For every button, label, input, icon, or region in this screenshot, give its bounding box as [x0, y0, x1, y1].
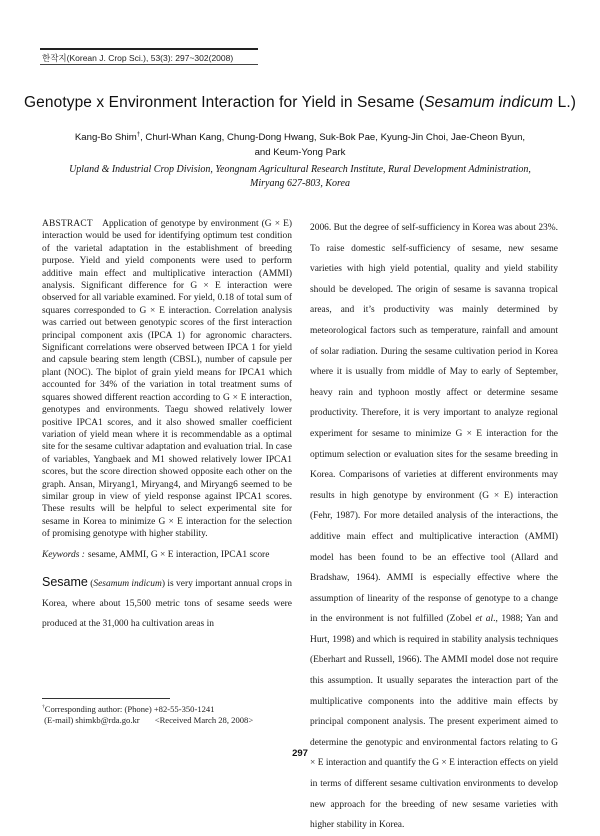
footnote-rule	[42, 698, 170, 699]
affiliation-line2: Miryang 627-803, Korea	[250, 178, 350, 189]
et-al: et al	[475, 614, 494, 625]
corresponding-mark: †	[136, 132, 141, 138]
intro-paragraph-left: Sesame (Sesamum indicum) is very important annual crops in Korea, where about 15,500 metric tons of sesame seeds were produced at the 31,000 ha cultivation areas in	[42, 574, 292, 629]
author-line2: and Keum-Yong Park	[254, 147, 346, 159]
right-column	[310, 218, 558, 836]
affiliation-line1: Upland & Industrial Crop Division, Yeongnam Agricultural Research Institute, Rural Development Administration,	[69, 164, 531, 175]
journal-reference: 한작지(Korean J. Crop Sci.), 53(3): 297~302(2008)	[42, 53, 234, 63]
page-number: 297	[292, 748, 308, 759]
keywords	[42, 549, 292, 562]
left-column	[42, 218, 292, 634]
intro-left-text: ) is very important annual crops in Korea, where about 15,500 metric tons of sesame seeds were produced at the 31,000 ha cultivation areas in	[42, 578, 292, 629]
header-rule-bottom	[40, 64, 258, 65]
keywords-text: sesame, AMMI, G × E interaction, IPCA1 score	[87, 549, 270, 560]
title-species: Sesamum indicum	[424, 94, 554, 111]
keywords-label: Keywords :	[42, 549, 85, 560]
author-line1-rest: , Churl-Whan Kang, Chung-Dong Hwang, Suk-Bok Pae, Kyung-Jin Choi, Jae-Cheon Byun,	[140, 132, 526, 144]
footnote	[42, 702, 302, 727]
footnote-mark: †	[42, 704, 45, 710]
intro-lead-word: Sesame	[42, 574, 88, 589]
title-tail: L.)	[553, 94, 576, 111]
header-rule-top	[40, 48, 258, 50]
footnote-line1: †Corresponding author: (Phone) +82-55-350-1241	[42, 703, 215, 714]
affiliation	[60, 163, 540, 191]
title-main: Genotype x Environment Interaction for Yield in Sesame (	[24, 94, 425, 111]
author-list	[50, 128, 550, 160]
intro-species: Sesamum indicum	[93, 578, 162, 589]
intro-paragraph-right: 2006. But the degree of self-sufficiency in Korea was about 23%. To raise domestic self-sufficiency of sesame, new sesame varieties with high yield potential, quality and yield stability should be developed. The origin of sesame is savanna tropical areas, and it’s productivity was mainly determined by meteorological factors such as temperature, rainfall and amount of solar radiation. During the sesame cultivation period in Korea where it is usually from middle of May to early of September, heavy rain and typhoon mostly affect or determine sesame productivity. Therefore, it is very important to analyze regional experiment for sesame to minimize G × E interaction for the optimum selection or evaluation sites for the sesame breeding in Korea. Comparisons of varieties at different environments may results in high genotype by environment (G × E) interaction (Fehr, 1987). For more detailed analysis of the interactions, the additive main effect and multiplicative interaction (AMMI) model has been found to be an effective tool (Allard and Bradshaw, 1964). AMMI is especially effective where the assumption of linearity of the response of genotype to a change in the environment is not fulfilled (Zobel et al., 1988; Yan and Hurt, 1998) and which is required in stability analysis techniques (Eberhart and Russell, 1966). The AMMI model dose not require this assumption. It usually separates the interaction part of the multiplicative components into the additive main effects by principal component analysis. The present experiment aimed to determine the genotypic and environmental factors relating to G × E interaction and quantify the G × E interaction effects on yield in terms of different sesame cultivation environments to develop new approach for the breeding of new sesame varieties with higher stability in Korea.	[310, 223, 559, 831]
footnote-line2	[42, 715, 302, 726]
footnote-email: (E-mail) shimkb@rda.go.kr	[44, 715, 140, 726]
abstract-heading: ABSTRACT	[42, 219, 93, 229]
abstract-text: Application of genotype by environment (G × E) interaction would be used for identifying optimum test condition of the varietal adaptation in the establishment of breeding purpose. Yield and yield components were used to perform additive main effect and multiplicative interaction (AMMI) analysis. Significant difference for G × E interaction were observed for all variable examined. For yield, 0.18 of total sum of squares corresponded to G × E interaction. Correlation analysis was carried out between genotypic scores of the first interaction principal component axis (IPCA 1) for agronomic characters. Significant correlations were observed between IPCA 1 for yield and capsule bearing stem length (CBSL), number of capsule per plant (NOC). The biplot of grain yield means for IPCA1 which accounted for 34% of the variation in total treatment sums of squares showed different reaction according to G × E interaction, genotypes and environments. Taegu showed relatively lower positive IPCA1 scores, and it also showed smaller coefficient variation of yield mean where it is recommendable as a optimal site for the sesame cultivar adaptation and evaluation trial. In case of variables, Yangbaek and M1 showed relatively lower IPCA1 scores, but the score direction showed opposite each other on the graph. Ansan, Miryang1, Miryang4, and Miryang6 seemed to be similar group in view of yield response against IPCA1 scores. These results will be helpful to select experimental site for sesame in Korea to minimize G × E interaction for the selection of promising genotype with higher stability.	[42, 219, 293, 540]
footnote-received: <Received March 28, 2008>	[154, 715, 254, 726]
paper-title	[20, 94, 580, 112]
abstract	[42, 218, 292, 541]
author-first: Kang-Bo Shim	[74, 132, 137, 144]
